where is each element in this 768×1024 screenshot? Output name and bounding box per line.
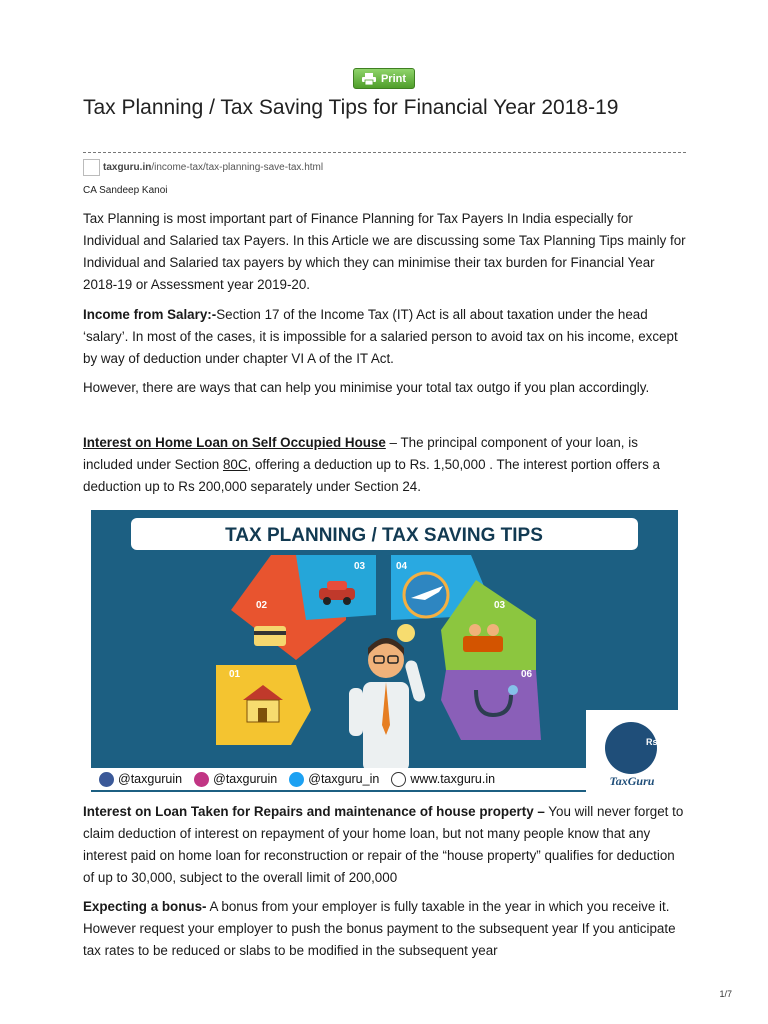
globe-plane-icon [404,573,448,617]
repairs-paragraph [83,801,688,889]
printer-icon [362,73,376,85]
divider [83,152,686,153]
section-80c-link[interactable]: 80C [222,457,248,472]
bonus-heading: Expecting a bonus- [83,899,207,914]
segment-label-03a: 03 [354,561,366,572]
businessman-illustration [349,624,426,772]
credit-card-icon [254,626,286,646]
twitter-icon [289,772,304,787]
facebook-icon [99,772,114,787]
source-url[interactable] [83,158,323,176]
twitter-link[interactable] [289,772,379,787]
segment-label-03b: 03 [494,600,506,611]
repairs-text: You will never forget to claim deduction of interest on repayment of your home loan, but not many people know that any interest paid on home loan for reconstruction or repair of the “house property” qualifies for deduction of up to 30,000, subject to the overall limit of 200,000 [83,804,684,885]
idea-bulb-icon [397,624,415,642]
facebook-handle: @taxguruin [118,772,183,786]
segment-06-shape [441,670,541,740]
segment-label-04: 04 [396,561,408,572]
print-button[interactable] [353,68,415,89]
home-loan-heading[interactable]: Interest on Home Loan on Self Occupied House [83,435,386,450]
banner-graphic [91,510,678,792]
segment-label-06: 06 [521,669,533,680]
banner-title-text: TAX PLANNING / TAX SAVING TIPS [225,525,543,546]
bonus-paragraph [83,896,688,962]
however-paragraph: However, there are ways that can help you minimise your total tax outgo if you plan accordingly. [83,380,650,395]
globe-icon [391,772,406,787]
website-url: www.taxguru.in [410,772,496,786]
facebook-link[interactable] [99,772,182,787]
salary-paragraph [83,304,688,370]
source-host: taxguru.in [103,161,152,173]
bonus-text: A bonus from your employer is fully taxable in the year in which you receive it. However request your employer to push the bonus payment to the subsequent year If you anticipate tax rates to be reduced or slabs to be modified in the subsequent year [83,899,676,958]
social-links-bar [91,768,599,790]
instagram-link[interactable] [194,772,277,787]
segment-label-01: 01 [229,669,241,680]
taxguru-logo-mark [605,722,657,774]
taxguru-logo-text: TaxGuru [609,774,655,788]
favicon-icon [83,159,100,176]
intro-paragraph: Tax Planning is most important part of Finance Planning for Tax Payers In India especially for Individual and Salaried tax Payers. In this Article we are discussing some Tax Planning Tips mainly for Individual and Salaried tax payers by which they can minimise their tax burden for Financial Year 2018-19 or Assessment year 2019-20. [83,211,686,292]
segment-label-02: 02 [256,600,268,611]
instagram-handle: @taxguruin [213,772,278,786]
page-title: Tax Planning / Tax Saving Tips for Financial Year 2018-19 [83,96,619,119]
print-label: Print [380,72,407,85]
logo-badge: Rs [646,737,658,747]
page-number: 1/7 [719,989,732,999]
home-loan-text-2: , offering a deduction up to Rs. 1,50,000 . The interest portion offers a deduction up to Rs 200,000 separately under Section 24. [83,457,660,494]
salary-text: Section 17 of the Income Tax (IT) Act is all about taxation under the head ‘salary’. In most of the cases, it is impossible for a salaried person to avoid tax on his income, except by way of deduction under chapter VI A of the IT Act. [83,307,678,366]
twitter-handle: @taxguru_in [308,772,380,786]
home-loan-text-1: – The principal component of your loan, is included under Section [83,435,638,472]
salary-heading: Income from Salary:- [83,307,217,322]
source-path: /income-tax/tax-planning-save-tax.html [151,161,324,173]
website-link[interactable] [391,772,495,787]
author-name: CA Sandeep Kanoi [83,185,168,196]
instagram-icon [194,772,209,787]
tax-tips-banner [91,510,678,792]
home-loan-paragraph [83,432,688,498]
repairs-heading: Interest on Loan Taken for Repairs and maintenance of house property – [83,804,545,819]
